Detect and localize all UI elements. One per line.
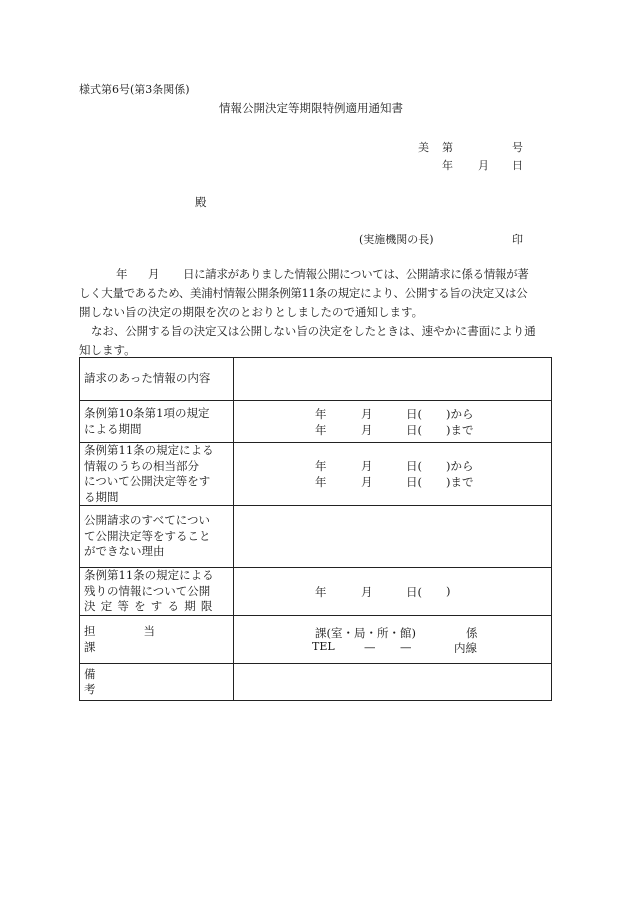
row2-from-close: )から	[446, 407, 474, 421]
body-line-4: なお、公開する旨の決定又は公開しない旨の決定をしたときは、速やかに書面により通	[91, 324, 536, 338]
table-row	[80, 568, 552, 616]
row7-label-text: 備考	[84, 666, 200, 696]
row6-naisen: 内線	[454, 641, 477, 655]
row4-label	[80, 506, 234, 568]
body-nen: 年	[116, 267, 128, 281]
row2-label-line: による期間	[84, 421, 142, 436]
row3-label-line: る期間	[84, 489, 119, 504]
row3-from-hi: 日(	[406, 459, 422, 473]
row1-label	[80, 358, 234, 401]
row2-from-tsuki: 月	[361, 407, 373, 421]
row3-label-line: について公開決定等をす	[84, 474, 211, 488]
row5-label-line: 決定等をする期限	[84, 599, 218, 614]
row4-label-line: 公開請求のすべてについ	[84, 513, 211, 528]
row5-label-line: 残りの情報について公開	[84, 583, 211, 598]
row5-close: )	[446, 584, 451, 598]
row6-dash-1: —	[364, 640, 376, 654]
row6-label	[80, 616, 234, 664]
row3-label-line: 情報のうちの相当部分	[84, 458, 199, 473]
sender-label: (実施機関の長)	[359, 233, 434, 246]
date-nen: 年	[442, 159, 453, 172]
row5-nen: 年	[315, 585, 327, 599]
row6-dash-2: —	[400, 640, 412, 654]
ref-go: 号	[512, 141, 523, 154]
date-hi: 日	[512, 159, 523, 172]
row4-label-line: ができない理由	[84, 544, 165, 559]
table-row	[80, 664, 552, 701]
row2-from-nen: 年	[315, 407, 327, 421]
row2-from-hi: 日(	[406, 407, 422, 421]
row3-to-close: )まで	[446, 475, 474, 489]
row7-label	[80, 664, 234, 701]
row4-value[interactable]	[234, 506, 552, 568]
ref-prefix: 美	[418, 141, 429, 154]
body-line-2: しく大量であるため、美浦村情報公開条例第11条の規定により、公開する旨の決定又は公	[79, 286, 528, 300]
row6-label-text: 担当課	[84, 624, 203, 654]
row6-tel: TEL	[312, 640, 335, 653]
row3-from-nen: 年	[315, 459, 327, 473]
row3-label	[80, 443, 234, 506]
document-title: 情報公開決定等期限特例適用通知書	[219, 101, 403, 115]
row1-label-text: 請求のあった情報の内容	[84, 371, 211, 386]
row3-value[interactable]	[234, 443, 552, 506]
row5-hi: 日(	[406, 585, 422, 599]
form-number: 様式第6号(第3条関係)	[79, 83, 190, 96]
row5-label-line: 条例第11条の規定による	[84, 568, 214, 583]
row2-to-tsuki: 月	[361, 423, 373, 437]
table-row	[80, 443, 552, 506]
row6-value[interactable]	[234, 616, 552, 664]
body-line-1: 日に請求がありました情報公開については、公開請求に係る情報が著	[183, 267, 529, 281]
seal-mark: 印	[512, 233, 523, 246]
row3-to-nen: 年	[315, 475, 327, 489]
row4-label-line: て公開決定等をすること	[84, 528, 211, 543]
row3-to-hi: 日(	[406, 475, 422, 489]
row5-value[interactable]	[234, 568, 552, 616]
row6-kakari: 係	[466, 626, 478, 640]
body-line-3: 開しない旨の決定の期限を次のとおりとしましたので通知します。	[79, 305, 424, 319]
row2-label	[80, 401, 234, 443]
date-tsuki: 月	[478, 159, 489, 172]
row3-label-line: 条例第11条の規定による	[84, 443, 214, 457]
row1-value[interactable]	[234, 358, 552, 401]
row2-label-line: 条例第10条第1項の規定	[84, 406, 210, 420]
row3-to-tsuki: 月	[361, 475, 373, 489]
row2-value[interactable]	[234, 401, 552, 443]
row2-to-nen: 年	[315, 423, 327, 437]
ref-dai: 第	[442, 141, 453, 154]
addressee-dono: 殿	[195, 195, 207, 209]
body-line-5: 知します。	[79, 343, 136, 357]
row7-value[interactable]	[234, 664, 552, 701]
row5-tsuki: 月	[361, 585, 373, 599]
body-tsuki: 月	[148, 267, 160, 281]
table-row	[80, 616, 552, 664]
row6-ka: 課(室・局・所・館)	[315, 626, 416, 640]
form-table	[79, 357, 552, 701]
row3-from-tsuki: 月	[361, 459, 373, 473]
table-row	[80, 401, 552, 443]
row3-from-close: )から	[446, 459, 474, 473]
table-row	[80, 358, 552, 401]
row2-to-hi: 日(	[406, 423, 422, 437]
table-row	[80, 506, 552, 568]
row2-to-close: )まで	[446, 423, 474, 437]
row5-label	[80, 568, 234, 616]
